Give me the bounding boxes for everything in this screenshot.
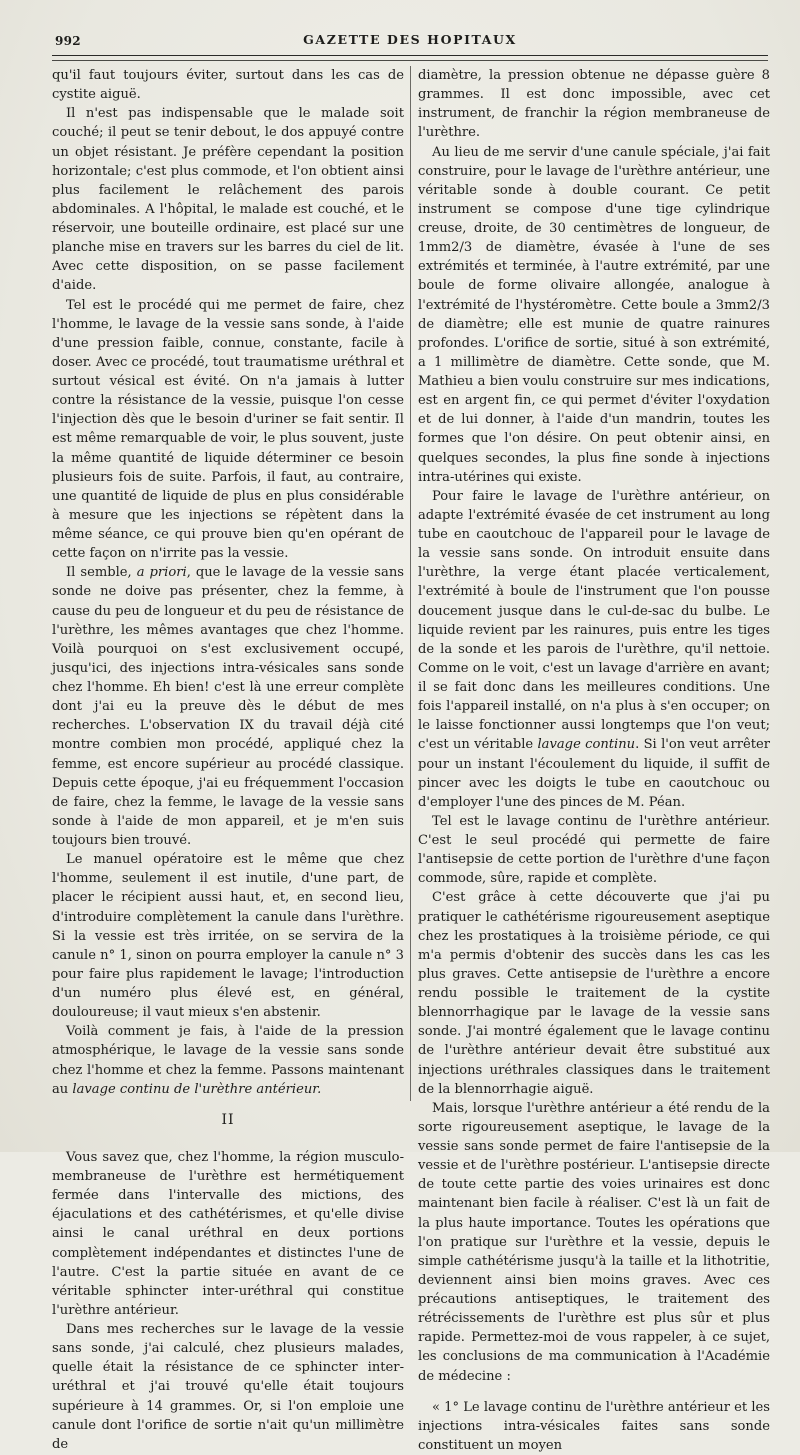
text-run: , que le lavage de la vessie sans sonde ne doive pas présenter, chez la femme, à cause du peu de longueur et du peu de résistance de l'urèthre, les mêmes avantages que chez l'homme. Voilà pourquoi on s'est exclusivement occupé, jusqu'ici, des injections intra-vésicales sans sonde chez l'homme. Eh bien! c'est là une erreur complète dont j'ai eu la preuve dès le début de mes recherches. L'observation IX du travail déjà cité montre combien mon procédé, appliqué chez la femme, est encore supérieur au procédé classique. Depuis cette époque, j'ai eu fréquemment l'occasion de faire, chez la femme, le lavage de la vessie sans sonde à l'aide de mon appareil, et je m'en suis toujours bien trouvé. bbox=[52, 565, 404, 848]
paragraph: qu'il faut toujours éviter, surtout dans les cas de cystite aiguë. bbox=[52, 68, 404, 103]
text-run: Il semble, bbox=[66, 565, 137, 581]
paragraph: diamètre, la pression obtenue ne dépasse guère 8 grammes. Il est donc impossible, avec cet instrument, de franchir la région membraneuse de l'urèthre. bbox=[418, 68, 770, 141]
header-rule bbox=[52, 55, 768, 56]
paragraph: Mais, lorsque l'urèthre antérieur a été rendu de la sorte rigoureusement aseptique, le lavage de la vessie sans sonde permet de faire l'antisepsie de la vessie et de l'urèthre postérieur. L'antisepsie directe de toute cette partie des voies urinaires est donc maintenant bien facile à réaliser. C'est là un fait de la plus haute importance. Toutes les opérations que l'on pratique sur l'urèthre et la vessie, depuis le simple cathétérisme jusqu'à la taille et la lithotritie, deviennent ainsi bien moins graves. Avec ces précautions antiseptiques, le traitement des rétrécissements de l'urèthre est plus sûr et plus rapide. Permettez-moi de vous rappeler, à ce sujet, les conclusions de ma communication à l'Académie de médecine : bbox=[418, 1100, 770, 1384]
spacer bbox=[52, 1136, 404, 1148]
journal-title: GAZETTE DES HOPITAUX bbox=[303, 32, 517, 47]
page-header bbox=[52, 30, 768, 52]
text-run: Pour faire le lavage de l'urèthre antérieur, on adapte l'extrémité évasée de cet instrument au long tube en caoutchouc de l'appareil pour le lavage de la vessie sans sonde. On introduit ensuite dans l'urèthre, la verge étant placée verticalement, l'extrémité à boule de l'instrument que l'on pousse doucement jusque dans le cul-de-sac du bulbe. Le liquide revient par les rainures, puis entre les tiges de la sonde et les parois de l'urèthre, qu'il nettoie. Comme on le voit, c'est un lavage d'arrière en avant; il se fait donc dans les meilleures conditions. Une fois l'appareil installé, on n'a plus à s'en occuper; on le laisse fonctionner aussi longtemps que l'on veut; c'est un véritable bbox=[418, 488, 770, 753]
column-divider bbox=[410, 66, 411, 1101]
section-heading: II bbox=[221, 1111, 235, 1128]
paragraph: Il n'est pas indispensable que le malade soit couché; il peut se tenir debout, le dos appuyé contre un objet résistant. Je préfère cependant la position horizontale; c'est plus commode, et l'on obtient ainsi plus facilement le relâchement des parois abdominales. A l'hôpital, le malade est couché, et le réservoir, une bouteille ordinaire, est placé sur une planche mise en travers sur les barres du ciel de lit. Avec cette disposition, on se passe facilement d'aide. bbox=[52, 106, 404, 294]
paragraph: Vous savez que, chez l'homme, la région musculo-membraneuse de l'urèthre est hermétiquement fermée dans l'intervalle des mictions, des éjaculations et des cathétérismes, et qu'elle divise ainsi le canal uréthral en deux portions complètement indépendantes et distinctes l'une de l'autre. C'est la partie située en avant de ce véritable sphincter inter-uréthral qui constitue l'urèthre antérieur. bbox=[52, 1149, 404, 1318]
paragraph: Tel est le procédé qui me permet de faire, chez l'homme, le lavage de la vessie sans sonde, à l'aide d'une pression faible, connue, constante, facile à doser. Avec ce procédé, tout traumatisme uréthral et surtout vésical est évité. On n'a jamais à lutter contre la résistance de la vessie, puisque l'on cesse l'injection dès que le besoin d'uriner se fait sentir. Il est même remarquable de voir, le plus souvent, juste la même quantité de liquide déterminer ce besoin plusieurs fois de suite. Parfois, il faut, au contraire, une quantité de liquide de plus en plus considérable à mesure que les injections se répètent dans la même séance, ce qui prouve bien qu'en opérant de cette façon on n'irrite pas la vessie. bbox=[52, 297, 404, 562]
paragraph: Le manuel opératoire est le même que chez l'homme, seulement il est inutile, d'une part, de placer le récipient aussi haut, et, en second lieu, d'introduire complètement la canule dans l'urèthre. Si la vessie est très irritée, on se servira de la canule n° 1, sinon on pourra employer la canule n° 3 pour faire plus rapidement le lavage; l'introduction d'un numéro plus élevé est, en général, douloureuse; il vaut mieux s'en abstenir. bbox=[52, 852, 404, 1021]
italic-text: lavage continu de l'urèthre antérieur. bbox=[72, 1081, 322, 1097]
paragraph: Au lieu de me servir d'une canule spéciale, j'ai fait construire, pour le lavage de l'urèthre antérieur, une véritable sonde à double courant. Ce petit instrument se compose d'une tige cylindrique creuse, droite, de 30 centimètres de longueur, de 1mm2/3 de diamètre, évasée à l'une de ses extrémités et terminée, à l'autre extrémité, par une boule de forme olivaire allongée, analogue à l'extrémité de l'hystéromètre. Cette boule a 3mm2/3 de diamètre; elle est munie de quatre rainures profondes. L'orifice de sortie, situé à son extrémité, a 1 millimètre de diamètre. Cette sonde, que M. Mathieu a bien voulu construire sur mes indications, est en argent fin, ce qui permet d'éviter l'oxydation et de lui donner, à l'aide d'un mandrin, toutes les formes que l'on désire. On peut obtenir ainsi, en quelques secondes, la plus fine sonde à injections intra-utérines qui existe. bbox=[418, 144, 770, 485]
italic-text: a priori bbox=[136, 565, 187, 581]
page-number: 992 bbox=[55, 34, 81, 48]
paragraph: Tel est le lavage continu de l'urèthre antérieur. C'est le seul procédé qui permette de faire l'antisepsie de cette portion de l'urèthre d'une façon commode, sûre, rapide et complète. bbox=[418, 813, 770, 887]
spacer bbox=[418, 1386, 770, 1398]
paragraph: Dans mes recherches sur le lavage de la vessie sans sonde, j'ai calculé, chez plusieurs malades, quelle était la résistance de ce sphincter inter-uréthral et j'ai trouvé qu'elle était toujours supérieure à 14 grammes. Or, si l'on emploie une canule dont l'orifice de sortie n'ait qu'un millimètre de bbox=[52, 1322, 404, 1452]
paragraph: « 1° Le lavage continu de l'urèthre antérieur et les injections intra-vésicales faites sans sonde constituent un moyen bbox=[418, 1399, 770, 1453]
text-run: . Si l'on veut arrêter pour un instant l'écoulement du liquide, il suffit de pincer avec les doigts le tube en caoutchouc ou d'employer l'une des pinces de M. Péan. bbox=[418, 737, 770, 810]
right-column bbox=[418, 66, 770, 1455]
paragraph bbox=[52, 1022, 404, 1099]
header-rule-thin bbox=[52, 60, 768, 61]
paragraph: C'est grâce à cette découverte que j'ai pu pratiquer le cathétérisme rigoureusement aseptique chez les prostatiques à la troisième période, ce qui m'a permis d'obtenir des succès dans les cas les plus graves. Cette antisepsie de l'urèthre a encore rendu possible le traitement de la cystite blennorrhagique par le lavage de la vessie sans sonde. J'ai montré également que le lavage continu de l'urèthre antérieur devait être substitué aux injections uréthrales classiques dans le traitement de la blennorrhagie aiguë. bbox=[418, 890, 770, 1097]
text-run: Voilà comment je fais, à l'aide de la pression atmosphérique, le lavage de la vessie sans sonde chez l'homme et chez la femme. Passons maintenant au bbox=[52, 1024, 404, 1097]
paragraph bbox=[52, 563, 404, 850]
left-column bbox=[52, 66, 404, 1454]
paragraph bbox=[418, 487, 770, 812]
italic-text: lavage continu bbox=[537, 737, 636, 753]
